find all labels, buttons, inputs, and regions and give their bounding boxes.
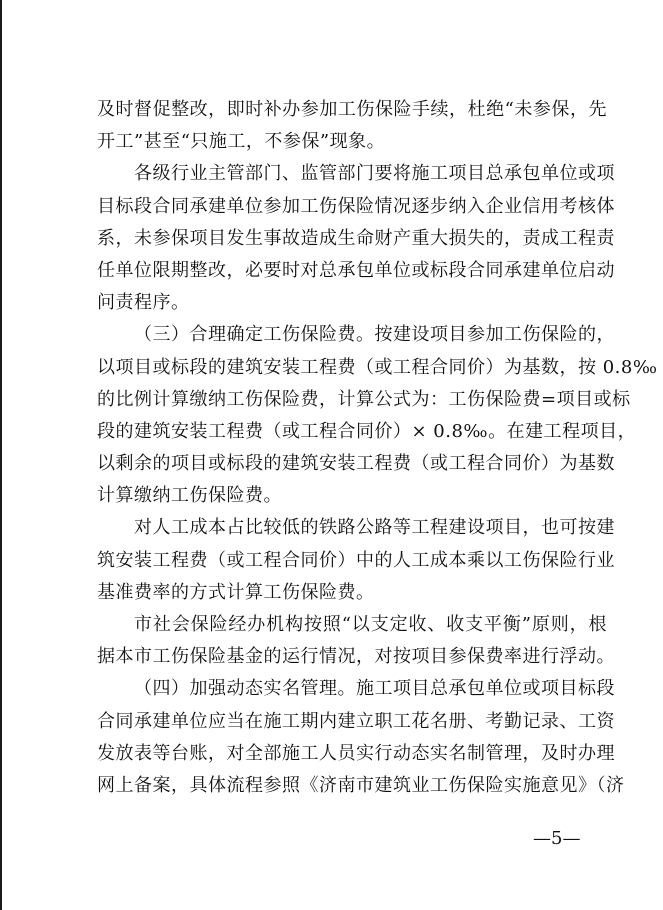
text-line: 筑安装工程费（或工程合同价）中的人工成本乘以工伤保险行业 [97,549,615,571]
text-line: 段的建筑安装工程费（或工程合同价）× 0.8‰。在建工程项目， [97,420,637,442]
text-line: 问责程序。 [97,292,190,314]
section-heading-line: （三）合理确定工伤保险费。按建设项目参加工伤保险的， [134,324,615,346]
paragraph-first-line: 市社会保险经办机构按照“以支定收、收支平衡”原则，根 [134,614,607,635]
page-number: —5— [533,828,581,849]
text-line: 以剩余的项目或标段的建筑安装工程费（或工程合同价）为基数 [97,453,615,475]
text-line: 目标段合同承建单位参加工伤保险情况逐步纳入企业信用考核体 [97,195,615,217]
text-line: 任单位限期整改，必要时对总承包单位或标段合同承建单位启动 [97,259,615,281]
section-heading-line: （四）加强动态实名管理。施工项目总承包单位或项目标段 [134,678,615,700]
paragraph-first-line: 对人工成本占比较低的铁路公路等工程建设项目，也可按建 [134,517,615,539]
text-line: 及时督促整改，即时补办参加工伤保险手续，杜绝“未参保，先 [97,99,607,120]
text-line: 计算缴纳工伤保险费。 [97,485,282,507]
text-line: 发放表等台账，对全部施工人员实行动态实名制管理，及时办理 [97,742,615,764]
text-line: 系，未参保项目发生事故造成生命财产重大损失的，责成工程责 [97,227,615,249]
paragraph-first-line: 各级行业主管部门、监管部门要将施工项目总承包单位或项 [134,163,615,185]
text-line: 开工”甚至“只施工，不参保”现象。 [97,131,386,153]
left-margin-rule [0,0,2,910]
text-line: 网上备案，具体流程参照《济南市建筑业工伤保险实施意见》（济 [97,774,625,796]
text-line: 基准费率的方式计算工伤保险费。 [97,581,375,603]
text-line: 以项目或标段的建筑安装工程费（或工程合同价）为基数，按 0.8‰ [97,356,658,378]
document-body [97,94,658,802]
text-line: 合同承建单位应当在施工期内建立职工花名册、考勤记录、工资 [97,710,615,732]
text-line: 据本市工伤保险基金的运行情况，对按项目参保费率进行浮动。 [97,646,615,668]
text-line: 的比例计算缴纳工伤保险费，计算公式为：工伤保险费=项目或标 [97,388,631,410]
